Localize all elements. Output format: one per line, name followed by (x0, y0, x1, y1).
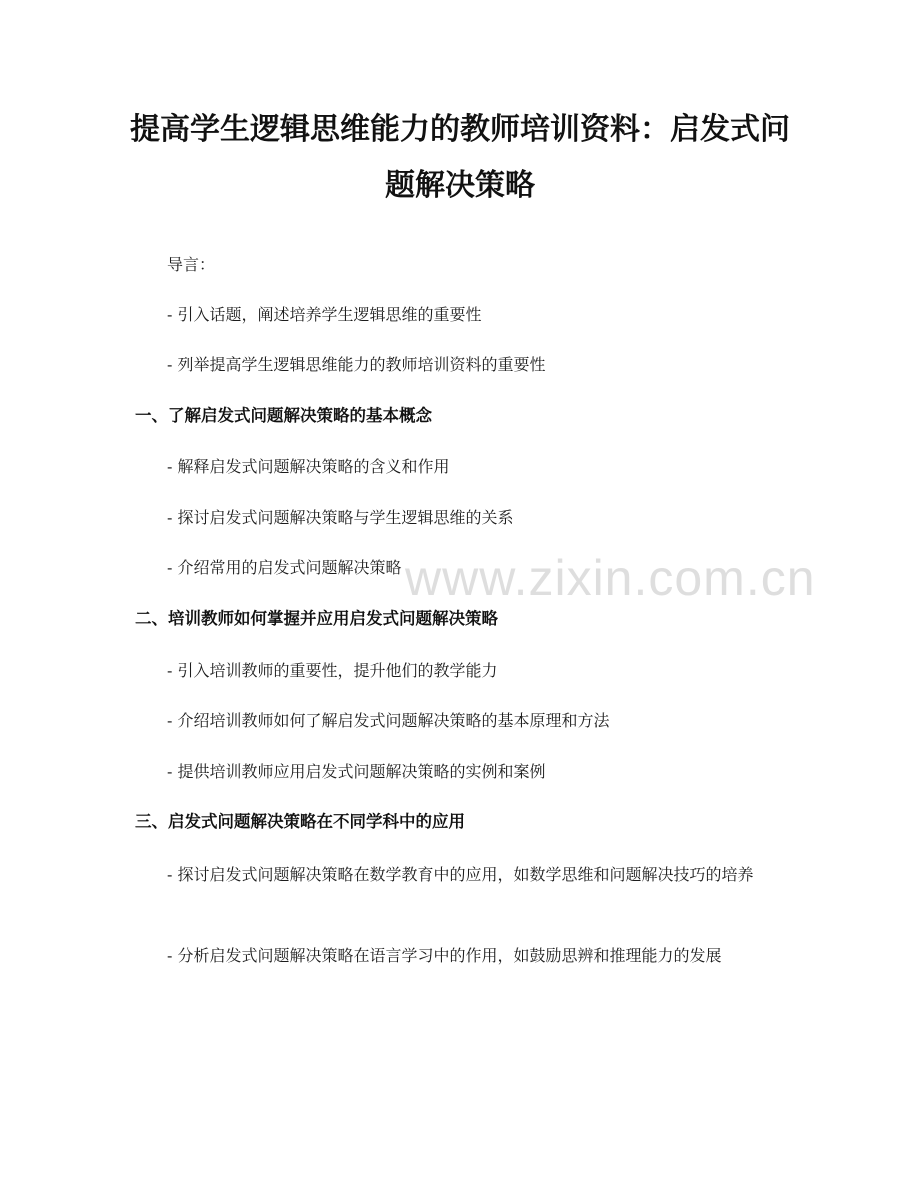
section-item: - 探讨启发式问题解决策略在数学教育中的应用，如数学思维和问题解决技巧的培养 (167, 865, 754, 884)
section-heading: 二、培训教师如何掌握并应用启发式问题解决策略 (135, 609, 498, 628)
section-item: - 解释启发式问题解决策略的含义和作用 (167, 457, 450, 476)
intro-item: - 引入话题，阐述培养学生逻辑思维的重要性 (167, 305, 482, 324)
intro-label: 导言： (167, 255, 216, 274)
document-title: 提高学生逻辑思维能力的教师培训资料：启发式问题解决策略 (130, 112, 790, 203)
intro-item: - 列举提高学生逻辑思维能力的教师培训资料的重要性 (167, 355, 546, 374)
watermark: www.zixin.com.cn (405, 550, 816, 606)
section-heading: 一、了解启发式问题解决策略的基本概念 (135, 406, 432, 425)
section-item: - 介绍培训教师如何了解启发式问题解决策略的基本原理和方法 (167, 711, 610, 730)
section-item: - 探讨启发式问题解决策略与学生逻辑思维的关系 (167, 508, 514, 527)
section-item: - 介绍常用的启发式问题解决策略 (167, 558, 402, 577)
section-item: - 引入培训教师的重要性，提升他们的教学能力 (167, 661, 498, 680)
section-item: - 分析启发式问题解决策略在语言学习中的作用，如鼓励思辨和推理能力的发展 (167, 946, 722, 965)
section-heading: 三、启发式问题解决策略在不同学科中的应用 (135, 812, 465, 831)
section-item: - 提供培训教师应用启发式问题解决策略的实例和案例 (167, 762, 546, 781)
